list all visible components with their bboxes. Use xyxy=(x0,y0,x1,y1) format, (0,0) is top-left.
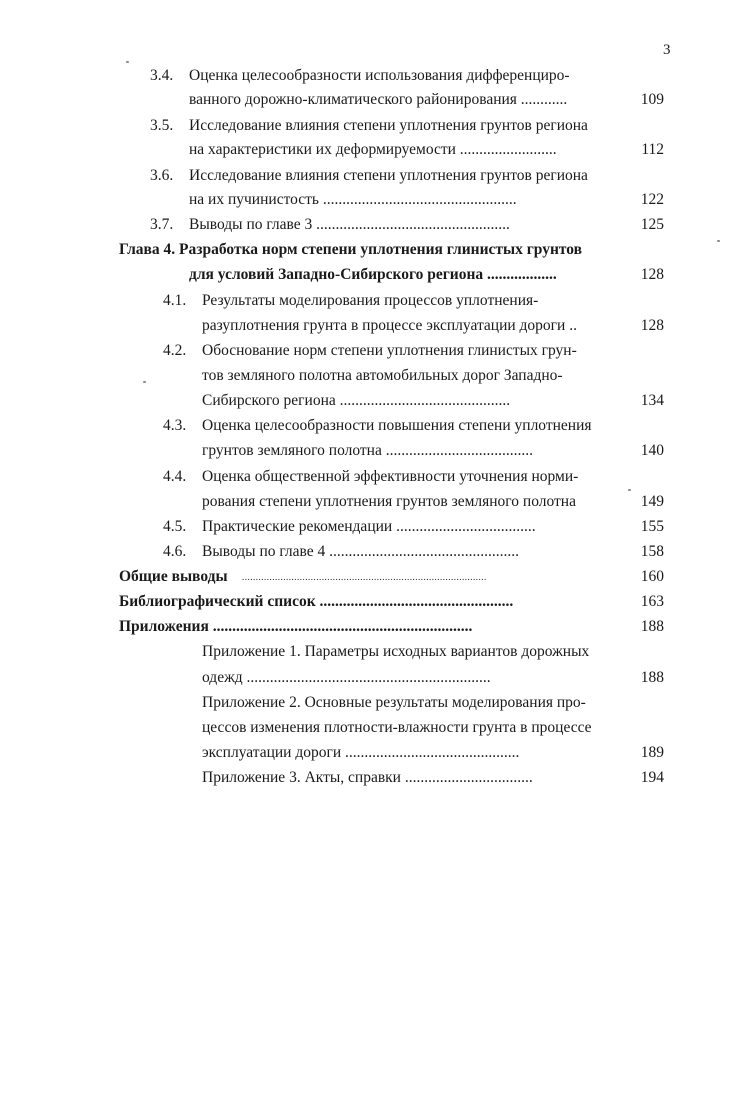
toc-page-number: 160 xyxy=(640,568,664,585)
toc-entry-text: Приложение 2. Основные результаты моделирования про- xyxy=(202,694,586,711)
toc-entry-text: грунтов земляного полотна ...................................... xyxy=(202,442,533,459)
toc-section-number: 3.4. xyxy=(150,67,174,84)
toc-line xyxy=(0,365,664,387)
toc-page-number: 163 xyxy=(640,593,664,610)
toc-page-number: 128 xyxy=(640,266,664,283)
toc-page-number: 122 xyxy=(640,191,664,208)
toc-entry-text: Исследование влияния степени уплотнения грунтов региона xyxy=(189,117,588,134)
toc-entry-text: Выводы по главе 3 .................................................. xyxy=(189,216,510,233)
toc-section-number: 4.5. xyxy=(163,518,187,535)
toc-page-number: 128 xyxy=(640,317,664,334)
scan-speck xyxy=(126,61,129,63)
toc-entry-text: Выводы по главе 4 ................................................. xyxy=(202,543,520,560)
toc-line xyxy=(0,189,664,211)
toc-line xyxy=(0,541,664,563)
toc-section-number: 3.5. xyxy=(150,117,174,134)
toc-line xyxy=(0,65,664,87)
toc-line xyxy=(0,440,664,462)
toc-line xyxy=(0,264,664,286)
toc-entry-text: тов земляного полотна автомобильных дорог Западно- xyxy=(202,367,563,384)
page-number: 3 xyxy=(663,42,671,58)
toc-line xyxy=(0,641,664,663)
toc-page-number: 194 xyxy=(640,769,664,786)
toc-line xyxy=(0,491,664,513)
toc-line xyxy=(0,89,664,111)
toc-line xyxy=(0,591,664,613)
toc-entry-text: одежд ............................................................... xyxy=(202,669,491,686)
toc-entry-text: эксплуатации дороги ............................................. xyxy=(202,744,520,761)
toc-line xyxy=(0,239,664,261)
toc-line xyxy=(0,115,664,137)
toc-line xyxy=(0,214,664,236)
toc-chapter-title: Приложения ................................................................... xyxy=(119,618,473,635)
toc-entry-text: на их пучинистость .................................................. xyxy=(189,191,517,208)
toc-line xyxy=(0,767,664,789)
toc-page-number: 188 xyxy=(640,618,664,635)
toc-page-number: 140 xyxy=(640,442,664,459)
toc-leader-dots: ......................................................................................... xyxy=(242,572,487,582)
toc-line xyxy=(0,466,664,488)
scan-speck xyxy=(717,240,720,242)
toc-entry-text: на характеристики их деформируемости ......................... xyxy=(189,141,557,158)
toc-line xyxy=(0,415,664,437)
toc-entry-text: Оценка общественной эффективности уточнения норми- xyxy=(202,468,579,485)
toc-entry-text: Результаты моделирования процессов уплотнения- xyxy=(202,292,539,309)
toc-entry-text: Исследование влияния степени уплотнения грунтов региона xyxy=(189,167,588,184)
toc-line xyxy=(0,165,664,187)
toc-page-number: 155 xyxy=(640,518,664,535)
toc-line xyxy=(0,692,664,714)
toc-line xyxy=(0,616,664,638)
toc-section-number: 3.6. xyxy=(150,167,174,184)
toc-line xyxy=(0,139,664,161)
toc-line xyxy=(0,516,664,538)
toc-chapter-title: для условий Западно-Сибирского региона .................. xyxy=(189,266,557,283)
toc-line xyxy=(0,667,664,689)
toc-line xyxy=(0,290,664,312)
toc-entry-text: ванного дорожно-климатического районирования ............ xyxy=(189,91,568,108)
toc-line xyxy=(0,566,664,588)
toc-section-number: 4.2. xyxy=(163,342,187,359)
toc-entry-text: Обоснование норм степени уплотнения глинистых грун- xyxy=(202,342,577,359)
toc-line xyxy=(0,742,664,764)
toc-page-number: 158 xyxy=(640,543,664,560)
toc-chapter-title: Библиографический список .................................................. xyxy=(119,593,514,610)
toc-page-number: 125 xyxy=(640,216,664,233)
toc-line xyxy=(0,717,664,739)
toc-entry-text: Оценка целесообразности повышения степени уплотнения xyxy=(202,417,592,434)
toc-line xyxy=(0,315,664,337)
toc-entry-text: рования степени уплотнения грунтов земляного полотна xyxy=(202,493,576,510)
toc-section-number: 4.1. xyxy=(163,292,187,309)
toc-section-number: 4.6. xyxy=(163,543,187,560)
toc-page-number: 189 xyxy=(640,744,664,761)
toc-entry-text: разуплотнения грунта в процессе эксплуатации дороги .. xyxy=(202,317,577,334)
toc-entry-text: Практические рекомендации .................................... xyxy=(202,518,536,535)
toc-page-number: 112 xyxy=(641,141,664,158)
toc-entry-text: Оценка целесообразности использования дифференциро- xyxy=(189,67,570,84)
toc-page-number: 109 xyxy=(640,91,664,108)
toc-line xyxy=(0,390,664,412)
toc-section-number: 4.3. xyxy=(163,417,187,434)
toc-entry-text: Приложение 1. Параметры исходных вариантов дорожных xyxy=(202,643,590,660)
toc-page-number: 149 xyxy=(640,493,664,510)
toc-chapter-title: Глава 4. Разработка норм степени уплотнения глинистых грунтов xyxy=(119,241,583,258)
toc-section-number: 3.7. xyxy=(150,216,174,233)
toc-page-number: 134 xyxy=(640,392,664,409)
toc-entry-text: Сибирского региона ............................................ xyxy=(202,392,511,409)
toc-section-number: 4.4. xyxy=(163,468,187,485)
toc-line xyxy=(0,340,664,362)
toc-chapter-title: Общие выводы xyxy=(119,568,228,585)
toc-entry-text: Приложение 3. Акты, справки ................................. xyxy=(202,769,533,786)
toc-page-number: 188 xyxy=(640,669,664,686)
toc-entry-text: цессов изменения плотности-влажности грунта в процессе xyxy=(202,719,592,736)
